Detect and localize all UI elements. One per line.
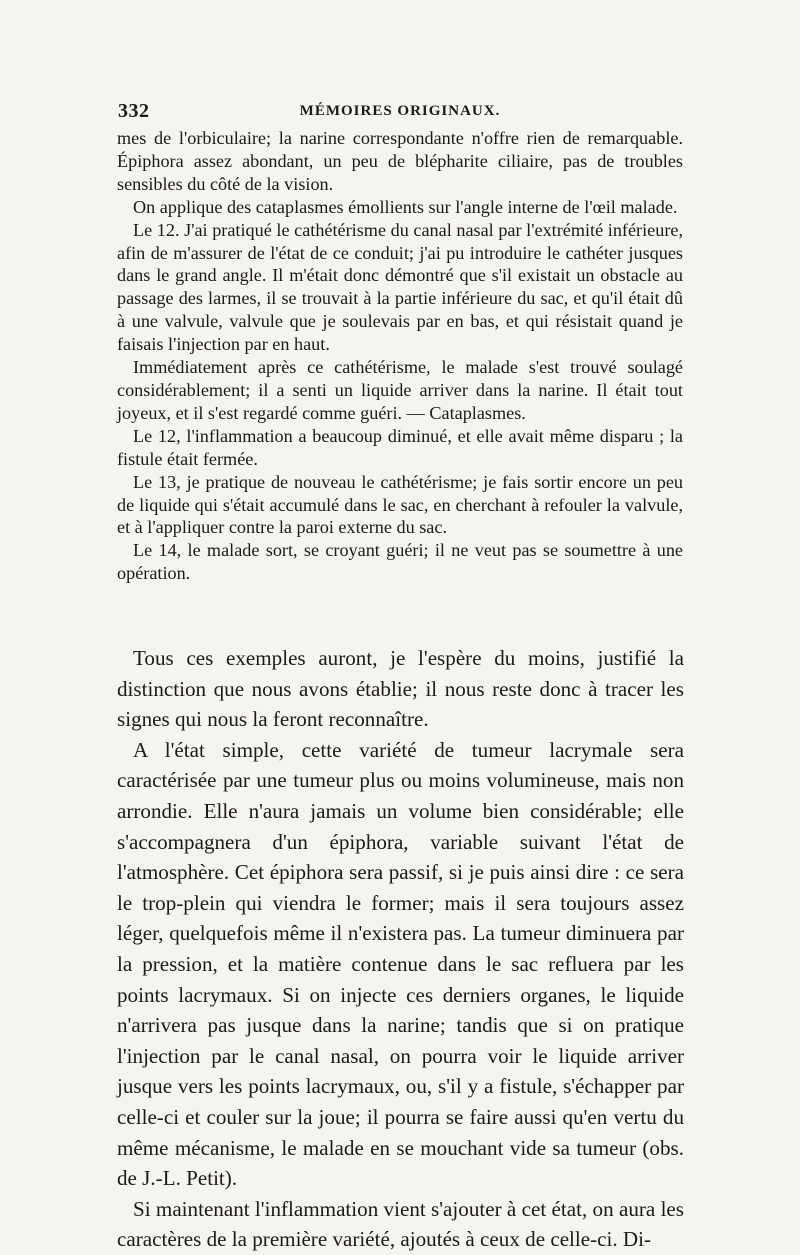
- main-body-text: [117, 643, 684, 1255]
- body-paragraph: A l'état simple, cette variété de tumeur lacrymale sera caractérisée par une tumeur plus ou moins volumineuse, mais non arrondie. Elle n'aura jamais un volume bien considérable; elle s'accompagnera d'un épiphora, variable suivant l'état de l'atmosphère. Cet épiphora sera passif, si je puis ainsi dire : ce sera le trop-plein qui viendra le former; mais il sera toujours assez léger, quelquefois même il n'existera pas. La tumeur diminuera par la pression, et la matière contenue dans le sac refluera par les points lacrymaux. Si on injecte ces derniers organes, le liquide n'arrivera pas jusque dans la narine; tandis que si on pratique l'injection par le canal nasal, on pourra voir le liquide arriver jusque vers les points lacrymaux, ou, s'il y a fistule, s'échapper par celle-ci et couler sur la joue; il pourra se faire aussi qu'en vertu du même mécanisme, le malade en se mouchant vide sa tumeur (obs. de J.-L. Petit).: [117, 737, 684, 1191]
- body-paragraph: Si maintenant l'inflammation vient s'ajouter à cet état, on aura les caractères de la première variété, ajoutés à ceux de celle-ci. Di-: [117, 1196, 684, 1252]
- case-paragraph: Le 12, l'inflammation a beaucoup diminué, et elle avait même disparu ; la fistule était fermée.: [117, 425, 683, 469]
- running-title: MÉMOIRES ORIGINAUX.: [299, 103, 501, 119]
- case-paragraph: Le 13, je pratique de nouveau le cathétérisme; je fais sortir encore un peu de liquide qui s'était accumulé dans le sac, en cherchant à refouler la valvule, et à l'appliquer contre la paroi externe du sac.: [117, 471, 683, 538]
- case-paragraph: Immédiatement après ce cathétérisme, le malade s'est trouvé soulagé considérablement; il a senti un liquide arriver dans la narine. Il était tout joyeux, et il s'est regardé comme guéri. — Cataplasmes.: [117, 357, 683, 423]
- page-number: 332: [118, 100, 150, 122]
- case-paragraph: On applique des cataplasmes émollients sur l'angle interne de l'œil malade.: [133, 196, 678, 217]
- case-paragraph: Le 12. J'ai pratiqué le cathétérisme du canal nasal par l'extrémité inférieure, afin de m'assurer de l'état de ce conduit; j'ai pu introduire le cathéter jusques dans le grand angle. Il m'était donc démontré que s'il existait un obstacle au passage des larmes, il se trouvait à la partie inférieure du sac, et qu'il était dû à une valvule, valvule que je soulevais par en bas, et qui résistait quand je faisais l'injection par en haut.: [117, 219, 683, 355]
- page-header: [118, 100, 682, 128]
- body-paragraph: Tous ces exemples auront, je l'espère du moins, justifié la distinction que nous avons établie; il nous reste donc à tracer les signes qui nous la feront reconnaître.: [117, 646, 684, 732]
- case-observation-text: [117, 127, 683, 585]
- case-paragraph: mes de l'orbiculaire; la narine correspondante n'offre rien de remarquable. Épiphora assez abondant, un peu de blépharite ciliaire, pas de troubles sensibles du côté de la vision.: [117, 128, 683, 194]
- case-paragraph: Le 14, le malade sort, se croyant guéri; il ne veut pas se soumettre à une opération.: [117, 540, 683, 584]
